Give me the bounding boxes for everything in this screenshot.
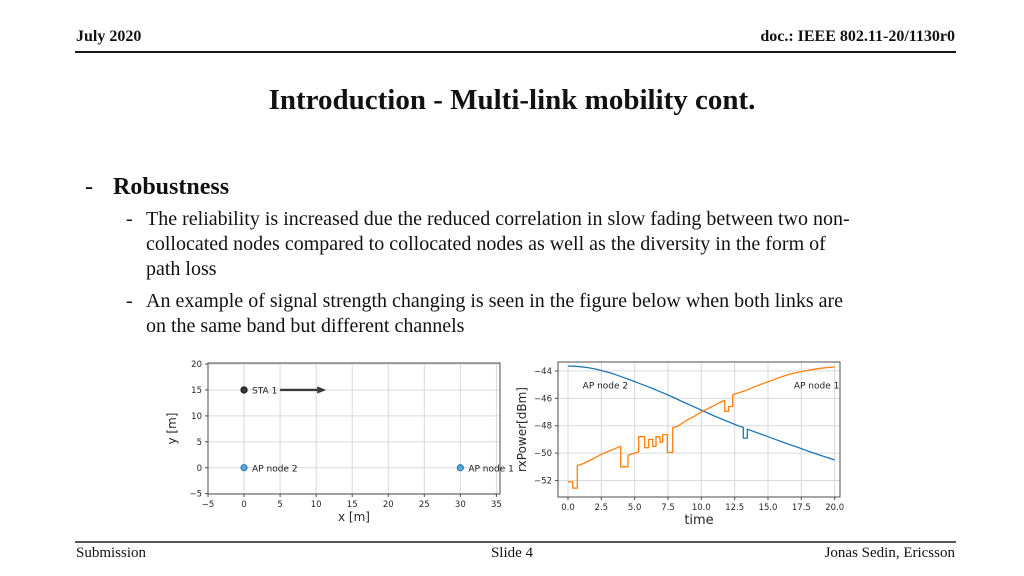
svg-text:17.5: 17.5	[791, 503, 811, 513]
point-label: AP node 1	[468, 464, 514, 475]
svg-text:15: 15	[191, 385, 202, 396]
svg-text:0: 0	[196, 463, 202, 474]
svg-text:−5: −5	[189, 489, 202, 500]
svg-text:10: 10	[191, 411, 202, 422]
svg-text:25: 25	[418, 500, 430, 510]
sub-bullet-text: An example of signal strength changing is seen in the figure below when both links are on the same band but different channels	[146, 290, 844, 337]
marker-ap-node-2	[241, 465, 247, 471]
x-axis-label: time	[684, 513, 714, 528]
svg-text:10: 10	[310, 500, 322, 510]
svg-text:−48: −48	[534, 421, 552, 432]
header-doc-number: doc.: IEEE 802.11-20/1130r0	[760, 28, 955, 45]
svg-text:12.5: 12.5	[725, 503, 745, 513]
motion-arrow	[280, 386, 326, 393]
footer-submission: Submission	[76, 545, 147, 561]
tick-labels	[189, 360, 501, 510]
x-axis-label: x [m]	[338, 510, 370, 524]
bullet-heading: Robustness	[113, 174, 230, 200]
y-axis-label: y [m]	[165, 412, 179, 445]
svg-text:10.0: 10.0	[691, 503, 711, 513]
svg-text:5.0: 5.0	[627, 503, 642, 513]
svg-text:30: 30	[454, 500, 466, 510]
grid	[208, 363, 500, 494]
series-label: AP node 2	[582, 381, 629, 392]
sub-bullet-text: The reliability is increased due the reduced correlation in slow fading between two non-collocated nodes compared to collocated nodes as well as the diversity in the form of path loss	[146, 208, 850, 280]
bullet-dash: -	[126, 290, 133, 312]
svg-text:0.0: 0.0	[561, 503, 575, 513]
slide-title: Introduction - Multi-link mobility cont.	[268, 84, 756, 116]
footer-divider	[75, 541, 956, 543]
svg-text:20: 20	[382, 500, 394, 510]
footer-author: Jonas Sedin, Ericsson	[824, 545, 955, 561]
svg-text:20.0: 20.0	[825, 503, 845, 513]
marker-sta-1	[241, 387, 247, 393]
svg-text:15: 15	[346, 500, 358, 510]
svg-text:0: 0	[241, 500, 247, 510]
point-label: STA 1	[252, 386, 278, 397]
header-date: July 2020	[76, 28, 142, 45]
svg-text:−44: −44	[534, 366, 552, 377]
bullet-dash: -	[126, 208, 133, 230]
svg-text:5: 5	[277, 500, 283, 510]
svg-text:20: 20	[191, 360, 202, 371]
rxpower-plot	[515, 362, 844, 528]
series-label: AP node 1	[793, 381, 840, 392]
node-positions-plot	[165, 360, 514, 524]
svg-text:2.5: 2.5	[594, 503, 609, 513]
svg-text:35: 35	[490, 500, 502, 510]
svg-text:5: 5	[196, 437, 202, 448]
bullet-dash: -	[85, 174, 93, 200]
footer-slide-number: Slide 4	[490, 545, 534, 561]
svg-text:7.5: 7.5	[661, 503, 675, 513]
svg-text:−52: −52	[534, 476, 552, 487]
plot-border	[208, 363, 500, 494]
point-label: AP node 2	[252, 464, 298, 475]
svg-text:−5: −5	[201, 500, 215, 510]
svg-text:−46: −46	[534, 394, 552, 405]
marker-ap-node-1	[457, 465, 463, 471]
svg-text:−50: −50	[534, 449, 552, 460]
svg-text:15.0: 15.0	[758, 503, 778, 513]
y-axis-label: rxPower[dBm]	[515, 387, 529, 472]
